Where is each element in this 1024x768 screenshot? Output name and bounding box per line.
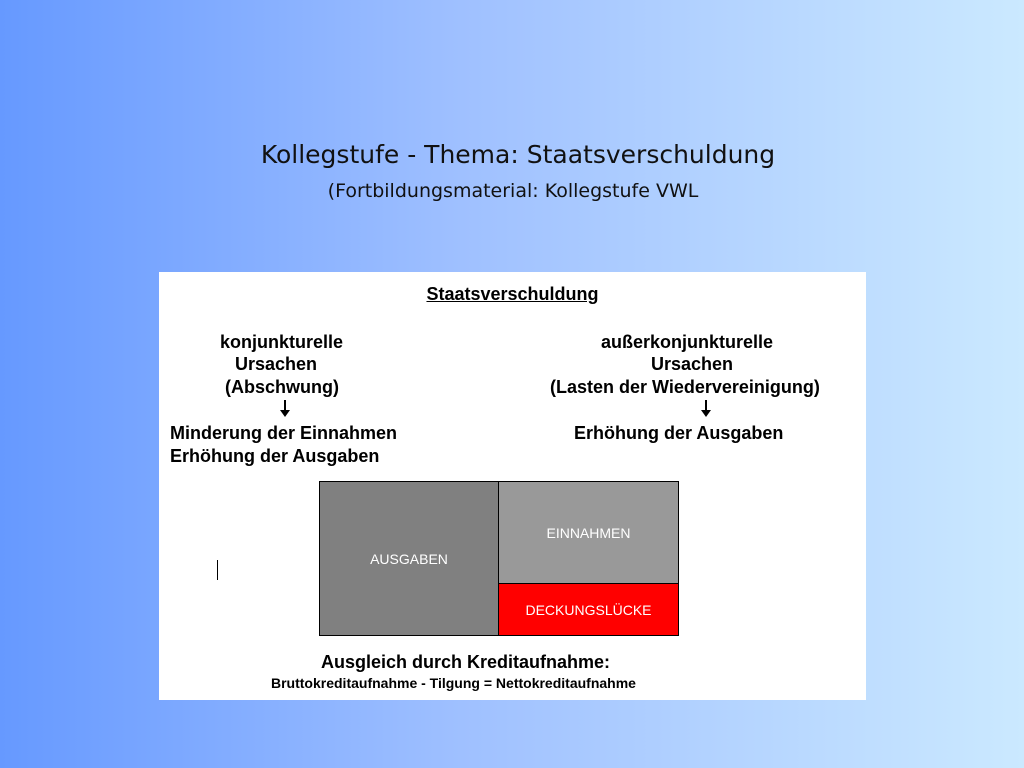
slide-subtitle: (Fortbildungsmaterial: Kollegstufe VWL	[327, 180, 699, 202]
text-cursor	[217, 560, 218, 580]
ausgaben-label: AUSGABEN	[370, 550, 448, 567]
deckungsluecke-box	[498, 583, 679, 636]
slide-title: Kollegstufe - Thema: Staatsverschuldung	[260, 140, 776, 169]
formula-text: Bruttokreditaufnahme - Tilgung = Nettokreditaufnahme	[271, 675, 636, 691]
right-cause-line3: (Lasten der Wiedervereinigung)	[550, 377, 820, 397]
ausgaben-box	[319, 481, 499, 636]
right-arrow-icon	[705, 400, 707, 415]
diagram-heading: Staatsverschuldung	[426, 284, 599, 304]
left-effect-line1: Minderung der Einnahmen	[170, 423, 398, 443]
right-effect-line1: Erhöhung der Ausgaben	[574, 423, 784, 443]
einnahmen-label: EINNAHMEN	[546, 524, 631, 541]
right-cause-line2: Ursachen	[651, 354, 734, 374]
right-cause-line1: außerkonjunkturelle	[601, 332, 774, 352]
einnahmen-box	[498, 481, 679, 584]
deckungsluecke-label: DECKUNGSLÜCKE	[525, 601, 652, 618]
left-cause-line3: (Abschwung)	[225, 377, 339, 397]
left-cause-line1: konjunkturelle	[220, 332, 344, 352]
conclusion-text: Ausgleich durch Kreditaufnahme:	[321, 652, 611, 672]
left-effect-line2: Erhöhung der Ausgaben	[170, 446, 380, 466]
left-arrow-icon	[284, 400, 286, 415]
diagram-panel	[159, 272, 866, 700]
left-cause-line2: Ursachen	[235, 354, 318, 374]
